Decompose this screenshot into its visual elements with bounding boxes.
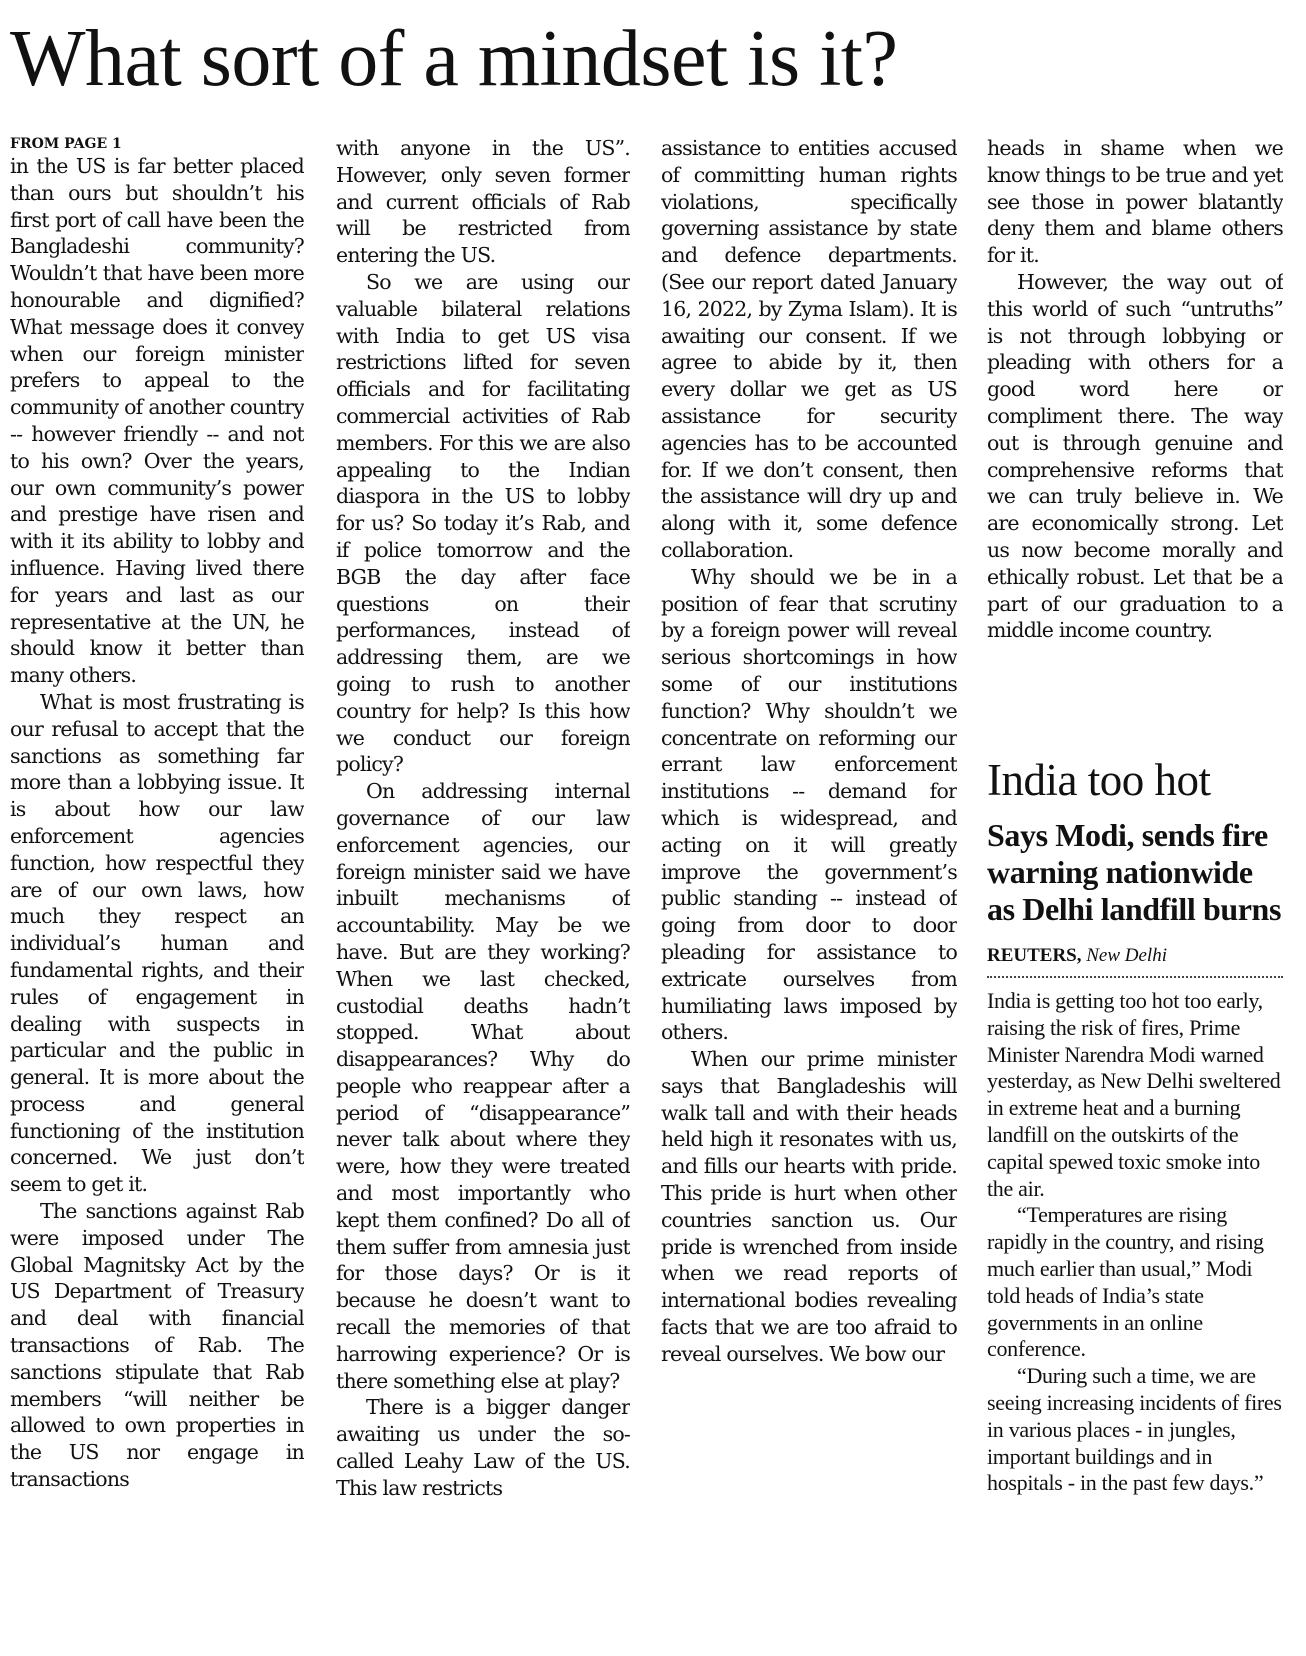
byline: [987, 944, 1283, 978]
sidebar-story-body: [987, 988, 1283, 1497]
article-column-1: [10, 135, 304, 1647]
paragraph: What is most frustrating is our refusal to accept that the sanctions as something far more than a lobbying issue. It is about how our law enforcement agencies function, how respectful they are of our own laws, how much they respect an individual’s human and fundamental rights, and their rules of engagement in dealing with suspects in particular and the public in general. It is more about the process and general functioning of the institution concerned. We just don’t seem to get it.: [10, 689, 304, 1197]
paragraph: However, the way out of this world of such “untruths” is not through lobbying or pleading with others for a good word here or compliment there. The way out is through genuine and comprehensive reforms that we can truly believe in. We are economically strong. Let us now become morally and ethically robust. Let that be a part of our graduation to a middle income country.: [987, 269, 1283, 643]
paragraph: Why should we be in a position of fear that scrutiny by a foreign power will reveal serious shortcomings in how some of our institutions function? Why shouldn’t we concentrate on reforming our errant law enforcement institutions -- demand for which is widespread, and acting on it will greatly improve the government’s public standing -- instead of going from door to door pleading for assistance to extricate ourselves from humiliating laws imposed by others.: [661, 564, 957, 1045]
paragraph: in the US is far better placed than ours but shouldn’t his first port of call have been the Bangladeshi community? Wouldn’t that have been more honourable and dignified? What message does it convey when our foreign minister prefers to appeal to the community of another country -- however friendly -- and not to his own? Over the years, our own community’s power and prestige have risen and with it its ability to lobby and influence. Having lived there for years and last as our representative at the UN, he should know it better than many others.: [10, 154, 304, 688]
paragraph: assistance to entities accused of committing human rights violations, specifically governing assistance by state and defence departments. (See our report dated January 16, 2022, by Zyma Islam). It is awaiting our consent. If we agree to abide by it, then every dollar we get as US assistance for security agencies has to be accounted for. If we don’t consent, then the assistance will dry up and along with it, some defence collaboration.: [661, 136, 957, 562]
paragraph: heads in shame when we know things to be true and yet see those in power blatantly deny them and blame others for it.: [987, 136, 1283, 268]
sidebar-story-deck: Says Modi, sends fire warning nationwide as Delhi landfill burns: [987, 817, 1282, 927]
byline-agency: REUTERS,: [987, 945, 1082, 966]
paragraph: When our prime minister says that Bangladeshis will walk tall and with their heads held high it resonates with us, and fills our hearts with pride. This pride is hurt when other countries sanction us. Our pride is wrenched from inside when we read reports of international bodies revealing facts that we are too afraid to reveal ourselves. We bow our: [661, 1047, 957, 1366]
paragraph: There is a bigger danger awaiting us under the so-called Leahy Law of the US. This law restricts: [336, 1395, 630, 1500]
article-column-4: [987, 135, 1283, 725]
paragraph: India is getting too hot too early, raising the risk of fires, Prime Minister Narendra Modi warned yesterday, as New Delhi sweltered in extreme heat and a burning landfill on the outskirts of the capital spewed toxic smoke into the air.: [987, 988, 1281, 1201]
paragraph: with anyone in the US”. However, only seven former and current officials of Rab will be restricted from entering the US.: [336, 136, 630, 268]
paragraph: “During such a time, we are seeing increasing incidents of fires in various places - in jungles, important buildings and in hospitals - in the past few days.”: [987, 1363, 1282, 1496]
paragraph: “Temperatures are rising rapidly in the country, and rising much earlier than usual,” Modi told heads of India’s state governments in an online conference.: [987, 1202, 1264, 1362]
article-column-3: [661, 135, 957, 1647]
paragraph: The sanctions against Rab were imposed under The Global Magnitsky Act by the US Department of Treasury and deal with financial transactions of Rab. The sanctions stipulate that Rab members “will neither be allowed to own properties in the US nor engage in transactions: [10, 1199, 304, 1492]
sidebar-story: [987, 755, 1283, 1497]
paragraph: On addressing internal governance of our law enforcement agencies, our foreign minister said we have inbuilt mechanisms of accountability. May be we have. But are they working? When we last checked, custodial deaths hadn’t stopped. What about disappearances? Why do people who reappear after a period of “disappearance” never talk about where they were, how they were treated and most importantly who kept them confined? Do all of them suffer from amnesia just for those days? Or is it because he doesn’t want to recall the memories of that harrowing experience? Or is there something else at play?: [336, 779, 630, 1393]
article-column-2: [336, 135, 630, 1647]
headline: What sort of a mindset is it?: [10, 15, 898, 103]
sidebar-story-title: India too hot: [987, 755, 1211, 805]
byline-place: New Delhi: [1086, 945, 1167, 966]
paragraph: So we are using our valuable bilateral relations with India to get US visa restrictions lifted for seven officials and for facilitating commercial activities of Rab members. For this we are also appealing to the Indian diaspora in the US to lobby for us? So today it’s Rab, and if police tomorrow and the BGB the day after face questions on their performances, instead of addressing them, are we going to rush to another country for help? Is this how we conduct our foreign policy?: [336, 269, 630, 777]
continuation-label: FROM PAGE 1: [10, 136, 122, 152]
